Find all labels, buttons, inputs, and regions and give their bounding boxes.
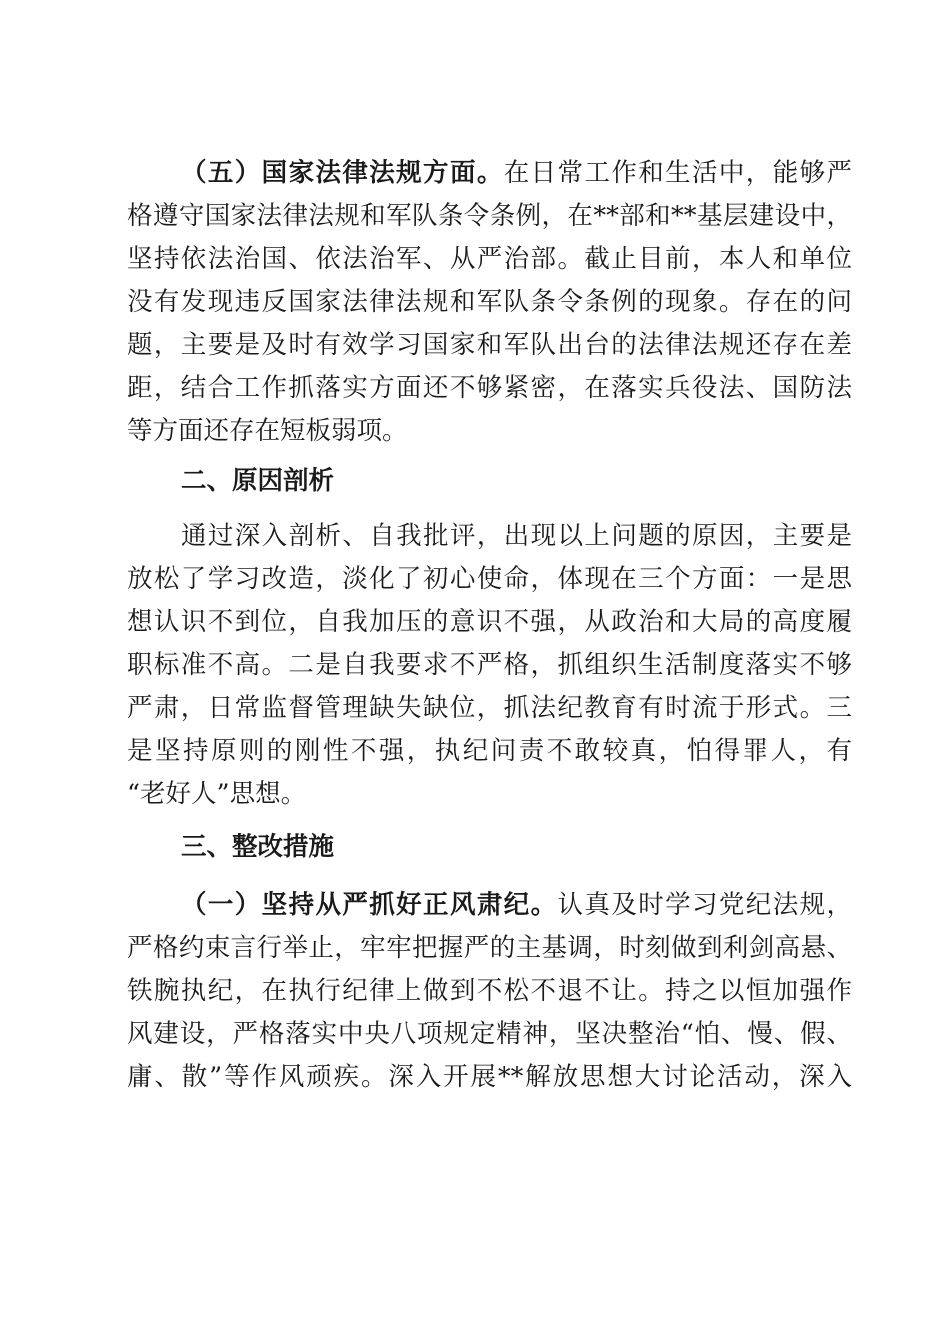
- section5-line-2: 格遵守国家法律法规和军队条令条例，在**部和**基层建设中，: [127, 201, 852, 231]
- part2-line-3: 想认识不到位，自我加压的意识不强，从政治和大局的高度履: [127, 607, 852, 637]
- section5-text-1: 在日常工作和生活中，能够严: [503, 158, 852, 188]
- section5-line-4: 没有发现违反国家法律法规和军队条令条例的现象。存在的问: [127, 287, 852, 317]
- part2-line-6: 是坚持原则的刚性不强，执纪问责不敢较真，怕得罪人，有: [127, 736, 852, 766]
- part3-heading: 三、整改措施: [181, 832, 335, 862]
- section5-line-7: 等方面还存在短板弱项。: [127, 416, 408, 446]
- part3-line-4: 风建设，严格落实中央八项规定精神，坚决整治“怕、慢、假、: [127, 1019, 852, 1049]
- part2-line-5: 严肃，日常监督管理缺失缺位，抓法纪教育有时流于形式。三: [127, 693, 852, 723]
- section5-line-6: 距，结合工作抓落实方面还不够紧密，在落实兵役法、国防法: [127, 373, 852, 403]
- part3-sub1-heading: （一）坚持从严抓好正风肃纪。: [181, 890, 558, 920]
- part3-text-1: 认真及时学习党纪法规，: [557, 890, 852, 920]
- section5-line-3: 坚持依法治国、依法治军、从严治部。截止目前，本人和单位: [127, 244, 852, 274]
- part3-line-3: 铁腕执纪，在执行纪律上做到不松不退不让。持之以恒加强作: [127, 976, 852, 1006]
- part3-line-2: 严格约束言行举止，牢牢把握严的主基调，时刻做到利剑高悬、: [127, 933, 852, 963]
- part2-heading: 二、原因剖析: [181, 466, 335, 496]
- part2-line-7: “老好人”思想。: [127, 779, 307, 809]
- part2-line-4: 职标准不高。二是自我要求不严格，抓组织生活制度落实不够: [127, 650, 852, 680]
- section5-line-1: [181, 154, 852, 192]
- section5-line-5: 题，主要是及时有效学习国家和军队出台的法律法规还存在差: [127, 330, 852, 360]
- section5-heading: （五）国家法律法规方面。: [181, 158, 504, 188]
- part3-line-5: 庸、散”等作风顽疾。深入开展**解放思想大讨论活动，深入: [127, 1062, 852, 1092]
- part3-line-1: [181, 886, 852, 924]
- part2-line-1: 通过深入剖析、自我批评，出现以上问题的原因，主要是: [181, 521, 852, 551]
- part2-line-2: 放松了学习改造，淡化了初心使命，体现在三个方面：一是思: [127, 564, 852, 594]
